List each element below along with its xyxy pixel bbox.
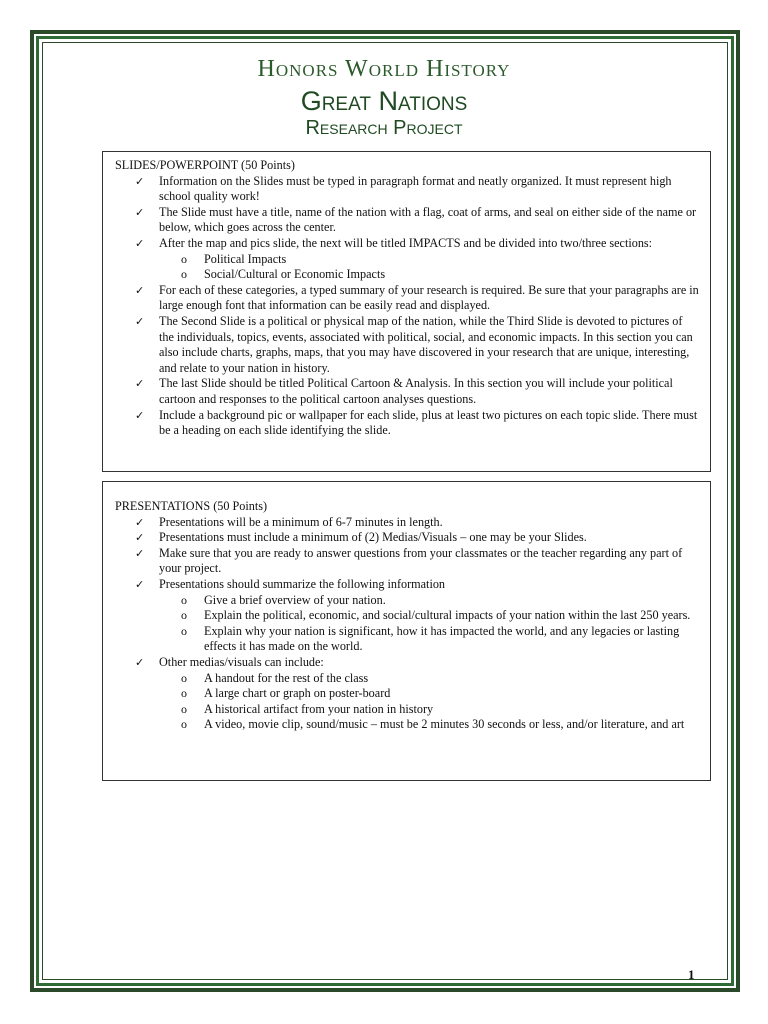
sub-list-item-text: Political Impacts — [204, 251, 287, 266]
circle-bullet-icon: o — [181, 717, 187, 732]
checklist-item-text: Presentations will be a minimum of 6-7 minutes in length. — [159, 514, 443, 529]
checklist-item-text: After the map and pics slide, the next will be titled IMPACTS and be divided into two/three sections: — [159, 235, 653, 250]
slides-heading: SLIDES/POWERPOINT (50 Points) — [115, 158, 295, 172]
sub-list-item-text: A large chart or graph on poster-board — [204, 686, 391, 701]
sub-list-item-text: A video, movie clip, sound/music – must be 2 minutes 30 seconds or less, and/or literature, and art — [204, 717, 685, 732]
checklist-item — [113, 515, 700, 531]
slides-requirements-list — [113, 174, 700, 439]
circle-bullet-icon: o — [181, 608, 187, 623]
sub-list-item-text: Explain why your nation is significant, how it has impacted the world, and any legacies or lasting effects it has made on the world. — [204, 623, 680, 654]
sub-list-item — [113, 686, 700, 702]
project-title: Great Nations — [300, 86, 468, 116]
sub-list-item-text: A historical artifact from your nation in history — [204, 701, 434, 716]
checkmark-icon: ✓ — [135, 205, 145, 219]
checklist-item — [113, 283, 700, 314]
sub-list-item-text: Social/Cultural or Economic Impacts — [204, 267, 386, 282]
checklist-item — [113, 546, 700, 577]
sub-list-item — [113, 624, 700, 655]
sub-list-item — [113, 717, 700, 733]
circle-bullet-icon: o — [181, 251, 187, 266]
checklist-item-text: The last Slide should be titled Political Cartoon & Analysis. In this section you will include your political cartoon and responses to the political cartoon analyses questions. — [159, 376, 673, 406]
sub-list-item — [113, 252, 700, 268]
circle-bullet-icon: o — [181, 623, 187, 638]
course-title: Honors World History — [257, 56, 511, 82]
circle-bullet-icon: o — [181, 686, 187, 701]
checklist-item — [113, 205, 700, 236]
circle-bullet-icon: o — [181, 592, 187, 607]
checkmark-icon: ✓ — [135, 546, 145, 560]
sub-list-item — [113, 671, 700, 687]
sub-list-item — [113, 608, 700, 624]
checklist-item — [113, 577, 700, 593]
checklist-item — [113, 236, 700, 252]
checklist-item — [113, 408, 700, 439]
checklist-item — [113, 174, 700, 205]
page-number: 1 — [688, 967, 695, 982]
checklist-item — [113, 655, 700, 671]
sub-list-item-text: Give a brief overview of your nation. — [204, 592, 386, 607]
circle-bullet-icon: o — [181, 701, 187, 716]
checklist-item-text: Presentations should summarize the following information — [159, 576, 446, 591]
presentations-requirements-list — [113, 515, 700, 733]
checklist-item-text: Make sure that you are ready to answer questions from your classmates or the teacher regarding any part of your project. — [159, 545, 683, 576]
checklist-item — [113, 376, 700, 407]
checklist-item-text: Include a background pic or wallpaper for each slide, plus at least two pictures on each topic slide. There must be a heading on each slide identifying the slide. — [159, 407, 698, 438]
presentations-requirements-box — [102, 481, 711, 781]
checkmark-icon: ✓ — [135, 408, 145, 422]
sub-list-item — [113, 702, 700, 718]
checklist-item-text: For each of these categories, a typed summary of your research is required. Be sure that your paragraphs are in large enough font that information can be easily read and displayed. — [159, 282, 699, 313]
checkmark-icon: ✓ — [135, 314, 145, 328]
checkmark-icon: ✓ — [135, 515, 145, 529]
sub-list-item — [113, 267, 700, 283]
checklist-item — [113, 530, 700, 546]
sub-list-item-text: A handout for the rest of the class — [204, 670, 369, 685]
checklist-item-text: The Slide must have a title, name of the nation with a flag, coat of arms, and seal on either side of the name or below, which goes across the center. — [159, 204, 697, 235]
slides-requirements-box — [102, 151, 711, 472]
project-subtitle: Research Project — [305, 117, 463, 139]
checkmark-icon: ✓ — [135, 577, 145, 591]
checkmark-icon: ✓ — [135, 377, 145, 391]
checkmark-icon: ✓ — [135, 236, 145, 250]
checklist-item — [113, 314, 700, 376]
circle-bullet-icon: o — [181, 267, 187, 282]
checkmark-icon: ✓ — [135, 655, 145, 669]
checklist-item-text: The Second Slide is a political or physical map of the nation, while the Third Slide is devoted to pictures of the individuals, topics, events, associated with political, social, and economic impacts. In this section you can also include charts, graphs, maps, that you may have discovered in your research that are unique, interesting, and relate to your nation in history. — [159, 313, 693, 375]
checklist-item-text: Other medias/visuals can include: — [159, 654, 324, 669]
sub-list-item-text: Explain the political, economic, and social/cultural impacts of your nation within the last 250 years. — [204, 608, 691, 623]
presentations-heading: PRESENTATIONS (50 Points) — [115, 499, 268, 513]
checklist-item-text: Information on the Slides must be typed in paragraph format and neatly organized. It must represent high school quality work! — [159, 173, 672, 204]
checklist-item-text: Presentations must include a minimum of (2) Medias/Visuals – one may be your Slides. — [159, 530, 587, 545]
checkmark-icon: ✓ — [135, 283, 145, 297]
checkmark-icon: ✓ — [135, 174, 145, 188]
circle-bullet-icon: o — [181, 670, 187, 685]
sub-list-item — [113, 593, 700, 609]
checkmark-icon: ✓ — [135, 531, 145, 545]
